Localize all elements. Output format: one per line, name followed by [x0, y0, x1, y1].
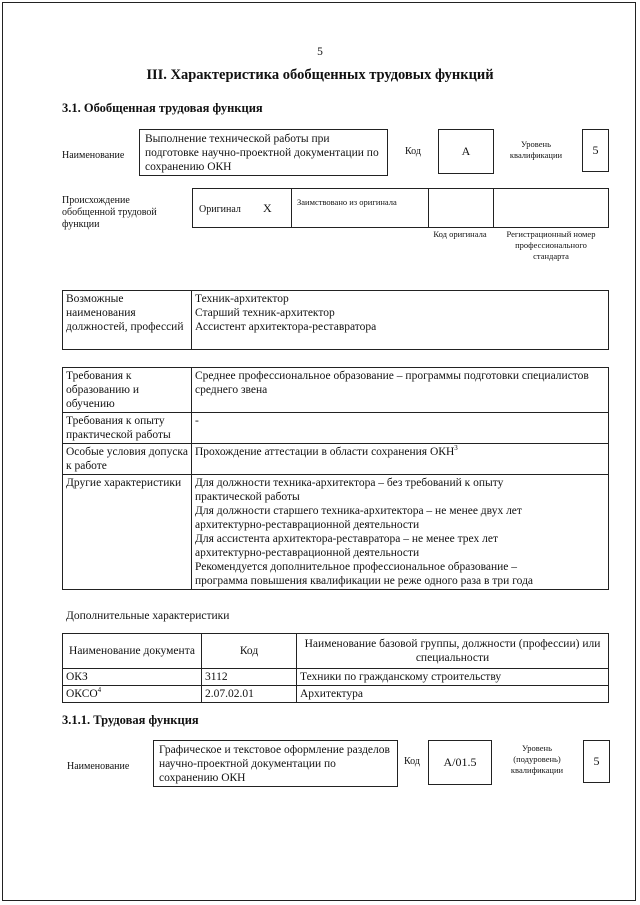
origin-code-original-label: Код оригинала — [433, 229, 487, 239]
table-row — [63, 686, 609, 703]
gtf-name-label: Наименование — [62, 150, 125, 161]
row-code — [202, 669, 297, 686]
tf-name-label: Наименование — [67, 761, 130, 772]
requirements-table — [62, 367, 609, 590]
experience-value — [192, 413, 609, 444]
special-value-text: Прохождение аттестации в области сохранения ОКН — [195, 446, 455, 458]
row-doc — [63, 686, 202, 703]
education-value — [192, 368, 609, 413]
other-label-text: Другие характеристики — [66, 477, 182, 489]
header-name — [297, 634, 609, 669]
row-doc — [63, 669, 202, 686]
row-code-text: 2.07.02.01 — [205, 688, 254, 700]
other-line: архитектурно-реставрационной деятельности — [195, 519, 420, 531]
other-values — [192, 475, 609, 590]
additional-table — [62, 633, 609, 703]
origin-row — [192, 188, 609, 228]
other-line: архитектурно-реставрационной деятельности — [195, 547, 420, 559]
table-row — [63, 475, 609, 590]
experience-label-text: Требования к опыту практической работы — [66, 415, 171, 441]
table-row — [63, 291, 609, 350]
positions-values — [192, 291, 609, 350]
position-item: Старший техник-архитектор — [195, 307, 335, 319]
gtf-name-value: Выполнение технической работы при подготовке научно-проектной документации по сохранению ОКН — [145, 133, 379, 173]
gtf-code-label: Код — [405, 146, 421, 157]
tf-level-box — [583, 740, 610, 783]
special-value — [192, 444, 609, 475]
position-item: Ассистент архитектора-реставратора — [195, 321, 377, 333]
tf-level-label: Уровень (подуровень) квалификации — [510, 743, 564, 775]
table-row — [63, 444, 609, 475]
footnote-mark: 3 — [454, 444, 458, 453]
header-code-text: Код — [239, 645, 259, 657]
table-row — [63, 413, 609, 444]
positions-table — [62, 290, 609, 350]
gtf-level-value: 5 — [592, 143, 599, 157]
other-line: программа повышения квалификации не реже одного раза в три года — [195, 575, 534, 587]
gtf-level-box — [582, 129, 609, 172]
origin-divider-3 — [493, 188, 494, 228]
table-row — [63, 634, 609, 669]
special-label — [63, 444, 192, 475]
header-doc-text: Наименование документа — [69, 645, 195, 657]
other-label — [63, 475, 192, 590]
origin-original-mark: X — [263, 201, 272, 215]
additional-title: Дополнительные характеристики — [66, 610, 230, 622]
other-line: Для должности старшего техника-архитектора – не менее двух лет — [195, 505, 522, 517]
positions-label-text: Возможные наименования должностей, профессий — [66, 293, 184, 333]
other-line: Рекомендуется дополнительное профессиональное образование – — [195, 561, 518, 573]
row-code — [202, 686, 297, 703]
gtf-heading: 3.1. Обобщенная трудовая функция — [62, 101, 263, 115]
experience-value-text: - — [195, 415, 199, 427]
experience-label — [63, 413, 192, 444]
origin-original-label: Оригинал — [199, 204, 241, 215]
row-doc-text: ОКЗ — [66, 671, 88, 683]
positions-label — [63, 291, 192, 350]
tf-code-label: Код — [404, 756, 420, 767]
other-line: Для должности техника-архитектора – без требований к опыту — [195, 477, 504, 489]
origin-divider-1 — [291, 188, 292, 228]
row-doc-text: ОКСО — [66, 688, 98, 700]
gtf-name-box — [139, 129, 388, 176]
section-title: III. Характеристика обобщенных трудовых функций — [146, 67, 494, 83]
origin-reg-number-label: Регистрационный номер профессионального стандарта — [506, 229, 596, 261]
tf-name-value: Графическое и текстовое оформление разделов научно-проектной документации по сохранению ОКН — [159, 744, 390, 784]
row-name-text: Техники по гражданскому строительству — [300, 671, 502, 683]
origin-divider-2 — [428, 188, 429, 228]
tf-name-box — [153, 740, 398, 787]
gtf-level-label: Уровень квалификации — [509, 139, 563, 160]
education-label — [63, 368, 192, 413]
page-number: 5 — [317, 46, 323, 58]
special-label-text: Особые условия допуска к работе — [66, 446, 188, 472]
header-doc — [63, 634, 202, 669]
row-code-text: 3112 — [205, 671, 228, 683]
table-row — [63, 669, 609, 686]
row-name — [297, 686, 609, 703]
education-label-text: Требования к образованию и обучению — [66, 370, 139, 410]
education-value-text: Среднее профессиональное образование – программы подготовки специалистов среднего звена — [195, 370, 589, 396]
tf-level-value: 5 — [593, 754, 600, 768]
tf-code-value: A/01.5 — [443, 755, 477, 769]
origin-borrowed-label: Заимствовано из оригинала — [297, 197, 397, 207]
tf-code-box — [428, 740, 492, 785]
origin-label: Происхождение обобщенной трудовой функции — [62, 195, 157, 230]
header-name-text: Наименование базовой группы, должности (профессии) или специальности — [304, 638, 601, 664]
gtf-code-box — [438, 129, 494, 174]
header-code — [202, 634, 297, 669]
position-item: Техник-архитектор — [195, 293, 289, 305]
footnote-mark: 4 — [97, 686, 102, 695]
table-row — [63, 368, 609, 413]
row-name — [297, 669, 609, 686]
row-name-text: Архитектура — [300, 688, 364, 700]
gtf-code-value: A — [461, 144, 471, 158]
tf-heading: 3.1.1. Трудовая функция — [62, 713, 199, 727]
other-line: Для ассистента архитектора-реставратора – не менее трех лет — [195, 533, 498, 545]
other-line: практической работы — [195, 491, 300, 503]
